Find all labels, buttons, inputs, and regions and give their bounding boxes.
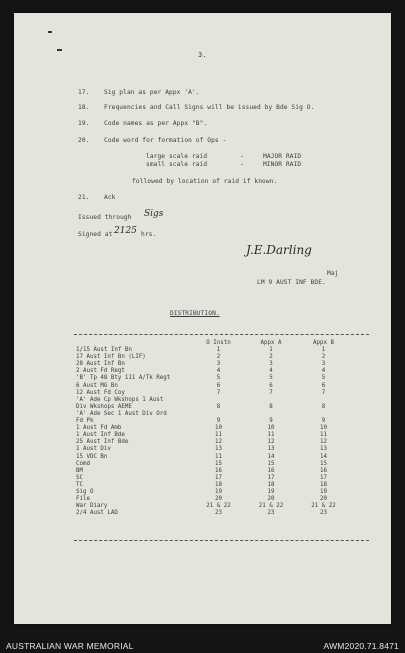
item-21-num: 21.: [78, 194, 90, 201]
table-row: [76, 418, 346, 425]
item-17-text: Sig plan as per Appx 'A'.: [104, 89, 200, 96]
dist-copy-number: 13: [267, 446, 275, 453]
table-row: [76, 503, 346, 510]
dist-recipient: SC: [76, 474, 83, 481]
table-row: [76, 468, 346, 475]
table-row: [76, 432, 346, 439]
punch-mark: [48, 31, 52, 33]
dist-copy-number: 11: [267, 432, 275, 439]
item-20-text: Code word for formation of Ops -: [104, 137, 227, 144]
dist-recipient: Div Wkshops AEME: [76, 403, 132, 410]
dist-copy-number: 13: [215, 446, 222, 453]
dist-copy-number: 9: [321, 418, 326, 425]
dist-copy-number: 12: [267, 439, 275, 446]
dist-copy-number: 20: [320, 496, 327, 503]
dist-recipient: 1 Aust Div: [76, 446, 111, 453]
dist-recipient: 'A' Ade Cp Wkshops 1 Aust: [76, 396, 164, 403]
dist-recipient: Sig O: [76, 488, 94, 495]
dist-recipient: 1 Aust Inf Bde: [76, 432, 125, 439]
dist-copy-number: 15: [320, 460, 327, 467]
dist-recipient: Comd: [76, 460, 90, 467]
dist-copy-number: 16: [320, 467, 327, 474]
item-18-num: 18.: [78, 104, 90, 111]
page-number: 3.: [198, 51, 207, 59]
dist-copy-number: 1: [216, 347, 221, 354]
dist-copy-number: 18: [320, 481, 327, 488]
dist-recipient: 'B' Tp 48 Bty 111 A/Tk Regt: [76, 375, 171, 382]
dist-copy-number: 23: [320, 510, 327, 517]
dist-copy-number: 11: [215, 432, 222, 439]
table-row: [76, 439, 346, 446]
dist-recipient: 12 Aust Fd Coy: [76, 389, 125, 396]
table-row: [76, 475, 346, 482]
table-row: [76, 361, 346, 368]
dist-copy-number: 23: [215, 510, 222, 517]
dist-copy-number: 10: [267, 425, 275, 432]
dist-copy-number: 15: [215, 460, 222, 467]
dist-copy-number: 5: [216, 375, 221, 382]
table-row: [76, 496, 346, 503]
signed-label: Signed at: [78, 231, 113, 238]
code-large-dash: -: [240, 153, 244, 160]
dist-recipient: 15 VDC Bn: [76, 453, 108, 460]
dist-copy-number: 12: [215, 439, 222, 446]
dist-copy-number: 18: [267, 481, 275, 488]
dist-copy-number: 23: [267, 510, 275, 517]
dist-copy-number: 1: [269, 347, 273, 354]
code-followup: followed by location of raid if known.: [132, 178, 278, 185]
table-row: [76, 390, 346, 397]
dist-recipient: 17 Aust Inf Bn (LIF): [76, 354, 146, 361]
dist-copy-number: [301, 397, 346, 404]
dist-header-cell: Appx B: [313, 340, 334, 346]
dist-copy-number: 4: [216, 368, 221, 375]
dist-copy-number: 3: [269, 361, 273, 368]
dist-recipient: TC: [76, 481, 83, 488]
dist-recipient: 1 Aust Fd Amb: [76, 425, 122, 432]
rank: Maj: [327, 270, 339, 277]
dist-copy-number: 21 & 22: [258, 503, 284, 510]
dist-copy-number: [241, 411, 301, 418]
dist-recipient: 2/4 Aust LAD: [76, 510, 118, 517]
table-row: [76, 397, 346, 404]
code-small-word: MINOR RAID: [263, 161, 302, 168]
dist-copy-number: 14: [267, 453, 275, 460]
dist-copy-number: 7: [321, 389, 326, 396]
dist-recipient: 'A' Ade Sec 1 Aust Div Ord: [76, 410, 167, 417]
dist-recipient: 1/15 Aust Inf Bn: [76, 347, 132, 354]
dist-copy-number: 19: [267, 488, 275, 495]
item-18-text: Frequencies and Call Signs will be issued by Bde Sig O.: [104, 104, 315, 111]
dist-copy-number: 8: [216, 403, 221, 410]
dist-header-cell: O Instn: [206, 340, 231, 346]
dist-copy-number: [196, 411, 241, 418]
dist-copy-number: [196, 397, 241, 404]
table-row: [76, 489, 346, 496]
distribution-table: [76, 340, 346, 517]
dist-copy-number: [241, 397, 301, 404]
dist-recipient: 28 Aust Inf Bn: [76, 361, 125, 368]
dist-recipient: 25 Aust Inf Bde: [76, 439, 129, 446]
dist-header-cell: [76, 340, 196, 347]
footer-accession-number: AWM2020.71.8471: [323, 641, 399, 651]
table-row: [76, 404, 346, 411]
item-19-text: Code names as per Appx "B".: [104, 120, 208, 127]
dist-copy-number: 20: [267, 496, 275, 503]
dist-copy-number: 7: [269, 389, 273, 396]
dist-recipient: 2 Aust Fd Regt: [76, 368, 125, 375]
dist-copy-number: 13: [320, 446, 327, 453]
dist-copy-number: 17: [215, 474, 222, 481]
dist-header-cell: Appx A: [260, 340, 282, 346]
dist-copy-number: 21 & 22: [311, 503, 336, 510]
issued-label: Issued through: [78, 214, 132, 221]
dist-copy-number: 5: [269, 375, 273, 382]
dist-copy-number: 14: [320, 453, 327, 460]
dist-copy-number: 5: [321, 375, 326, 382]
issued-value-handwritten: Sigs: [144, 209, 164, 219]
dist-copy-number: 18: [215, 481, 222, 488]
signed-time-handwritten: 2125: [114, 226, 137, 236]
table-row: [76, 454, 346, 461]
item-17-num: 17.: [78, 89, 90, 96]
dist-copy-number: 8: [269, 403, 273, 410]
code-large-word: MAJOR RAID: [263, 153, 302, 160]
dist-recipient: BM: [76, 467, 83, 474]
signed-suffix: hrs.: [141, 231, 157, 238]
punch-mark: [57, 49, 62, 51]
table-row: [76, 425, 346, 432]
table-bottom-rule: [74, 540, 369, 541]
dist-recipient: Fd Pk: [76, 418, 94, 425]
distribution-title: DISTRIBUTION.: [170, 310, 220, 317]
table-top-rule: [74, 334, 369, 335]
signature: J.E.Darling: [246, 243, 312, 257]
dist-copy-number: 2: [321, 354, 326, 361]
dist-copy-number: 8: [321, 403, 326, 410]
table-row: [76, 510, 346, 517]
dist-copy-number: 16: [215, 467, 222, 474]
table-row: [76, 411, 346, 418]
dist-header-row: [76, 340, 346, 347]
dist-copy-number: 19: [215, 488, 222, 495]
dist-copy-number: 6: [216, 382, 221, 389]
dist-copy-number: 7: [216, 389, 221, 396]
dist-copy-number: 9: [269, 418, 273, 425]
dist-recipient: File: [76, 496, 90, 503]
item-20-num: 20.: [78, 137, 90, 144]
dist-copy-number: 2: [216, 354, 221, 361]
dist-copy-number: 4: [269, 368, 273, 375]
dist-copy-number: 6: [269, 382, 273, 389]
dist-copy-number: 15: [267, 460, 275, 467]
table-row: [76, 354, 346, 361]
archive-footer: [0, 637, 405, 653]
dist-copy-number: 20: [215, 496, 222, 503]
dist-recipient: 6 Aust MG Bn: [76, 382, 118, 389]
code-small-size: small scale raid: [146, 161, 208, 168]
dist-copy-number: 10: [215, 425, 222, 432]
code-small-dash: -: [240, 161, 244, 168]
dist-copy-number: 10: [320, 425, 327, 432]
dist-copy-number: 16: [267, 467, 275, 474]
item-21-text: Ack: [104, 194, 116, 201]
table-row: [76, 368, 346, 375]
dist-copy-number: 11: [215, 453, 222, 460]
dist-copy-number: 2: [269, 354, 273, 361]
table-row: [76, 461, 346, 468]
dist-copy-number: 17: [267, 474, 275, 481]
table-row: [76, 446, 346, 453]
dist-copy-number: [301, 411, 346, 418]
dist-copy-number: 12: [320, 439, 327, 446]
dist-copy-number: 9: [216, 418, 221, 425]
table-row: [76, 347, 346, 354]
dist-copy-number: 11: [320, 432, 327, 439]
dist-copy-number: 17: [320, 474, 327, 481]
table-row: [76, 383, 346, 390]
dist-copy-number: 6: [321, 382, 326, 389]
dist-copy-number: 4: [321, 368, 326, 375]
table-row: [76, 375, 346, 382]
document-page: [14, 13, 391, 624]
dist-copy-number: 19: [320, 488, 327, 495]
footer-institution: AUSTRALIAN WAR MEMORIAL: [6, 641, 134, 651]
dist-copy-number: 3: [321, 361, 326, 368]
dist-copy-number: 3: [216, 361, 221, 368]
table-row: [76, 482, 346, 489]
dist-copy-number: 1: [321, 347, 326, 354]
unit: LM 9 AUST INF BDE.: [257, 279, 326, 286]
dist-recipient: War Diary: [76, 503, 108, 510]
dist-copy-number: 21 & 22: [206, 503, 231, 510]
item-19-num: 19.: [78, 120, 90, 127]
code-large-size: large scale raid: [146, 153, 208, 160]
